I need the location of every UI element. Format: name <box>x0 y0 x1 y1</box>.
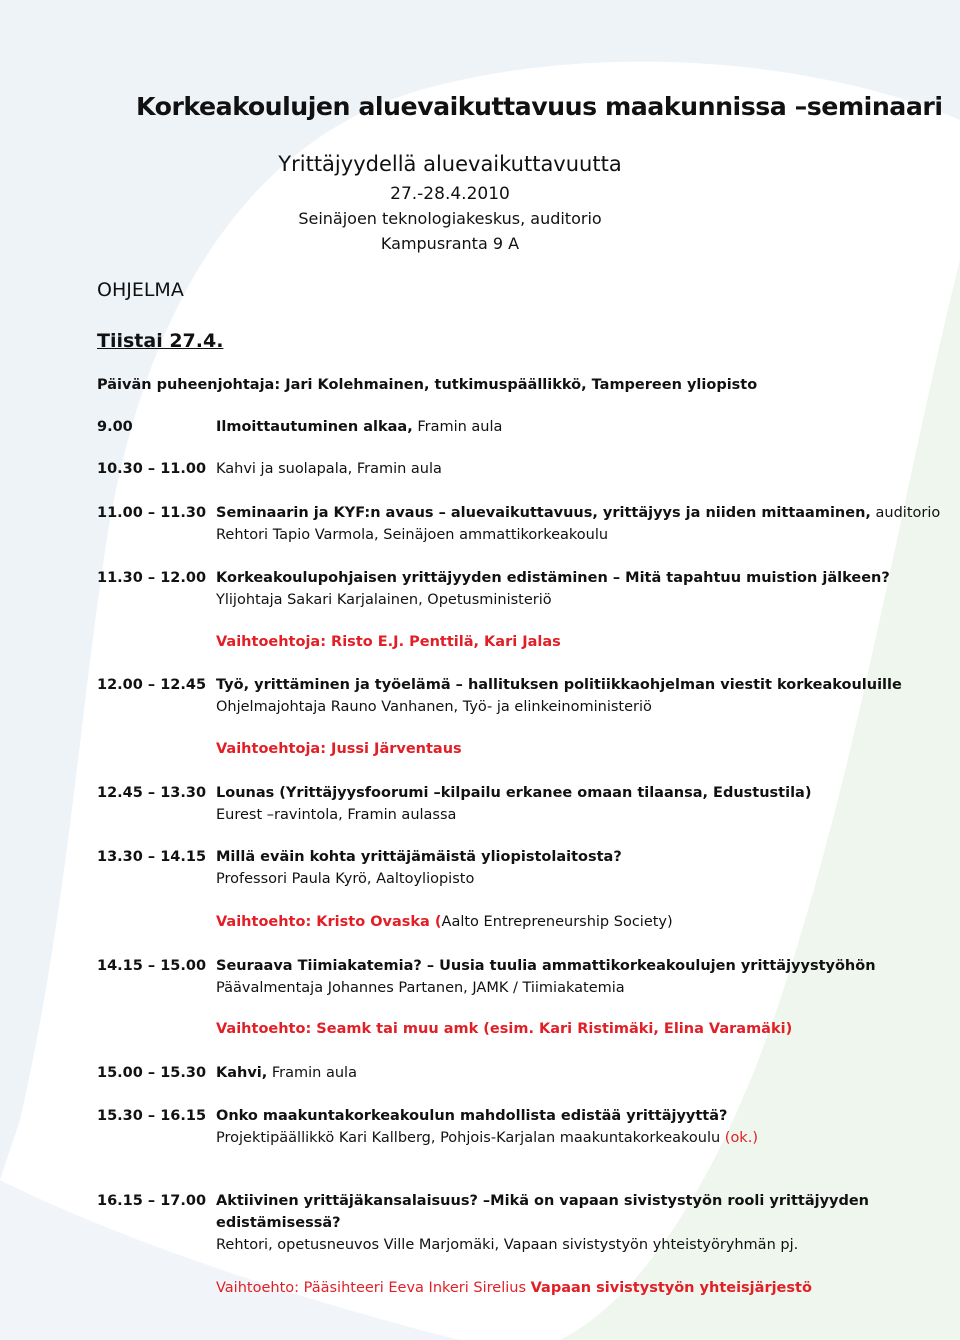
program-alternative: Vaihtoehtoja: Jussi Järventaus <box>216 741 462 757</box>
program-title: Korkeakoulupohjaisen yrittäjyyden edistäminen – Mitä tapahtuu muistion jälkeen? <box>216 570 890 586</box>
program-title: Aktiivinen yrittäjäkansalaisuus? –Mikä on vapaan sivistystyön rooli yrittäjyyden <box>216 1193 870 1209</box>
program-title-location: Framin aula <box>412 419 503 435</box>
program-title: Kahvi ja suolapala, Framin aula <box>216 461 442 477</box>
program-title-location: auditorio <box>870 505 941 521</box>
event-dates: 27.-28.4.2010 <box>390 184 510 204</box>
program-title: Seuraava Tiimiakatemia? – Uusia tuulia ammattikorkeakoulujen yrittäjyystyöhön <box>216 958 876 974</box>
program-title-bold: Kahvi, <box>216 1065 268 1081</box>
program-time: 10.30 – 11.00 <box>97 461 207 477</box>
program-alternative <box>216 914 673 930</box>
program-time: 11.30 – 12.00 <box>97 570 207 586</box>
program-time: 16.15 – 17.00 <box>97 1193 207 1209</box>
program-speaker: Rehtori, opetusneuvos Ville Marjomäki, Vapaan sivistystyön yhteistyöryhmän pj. <box>216 1237 799 1253</box>
program-time: 14.15 – 15.00 <box>97 958 207 974</box>
program-speaker: Ylijohtaja Sakari Karjalainen, Opetusministeriö <box>216 592 552 608</box>
program-title <box>216 505 940 521</box>
program-title: Työ, yrittäminen ja työelämä – hallituksen politiikkaohjelman viestit korkeakouluille <box>216 677 902 693</box>
program-speaker: Rehtori Tapio Varmola, Seinäjoen ammattikorkeakoulu <box>216 527 609 543</box>
program-alternative-bold: Vapaan sivistystyön yhteisjärjestö <box>530 1280 812 1296</box>
program-title: Lounas (Yrittäjyysfoorumi –kilpailu erkanee omaan tilaansa, Edustustila) <box>216 785 812 801</box>
day-chair: Päivän puheenjohtaja: Jari Kolehmainen, tutkimuspäällikkö, Tampereen yliopisto <box>97 377 758 393</box>
section-label: OHJELMA <box>97 279 184 301</box>
program-alternative: Vaihtoehto: Seamk tai muu amk (esim. Kari Ristimäki, Elina Varamäki) <box>216 1021 793 1037</box>
program-title-bold: Seminaarin ja KYF:n avaus – aluevaikuttavuus, yrittäjyys ja niiden mittaaminen, <box>216 505 871 521</box>
program-speaker-name: Projektipäällikkö Kari Kallberg, Pohjois-Karjalan maakuntakorkeakoulu <box>216 1130 721 1146</box>
program-time: 12.00 – 12.45 <box>97 677 207 693</box>
program-time: 15.00 – 15.30 <box>97 1065 207 1081</box>
program-speaker: Päävalmentaja Johannes Partanen, JAMK / Tiimiakatemia <box>216 980 625 996</box>
program-title <box>216 1065 357 1081</box>
program-time: 9.00 <box>97 419 133 435</box>
program-time: 15.30 – 16.15 <box>97 1108 207 1124</box>
program-speaker: Professori Paula Kyrö, Aaltoyliopisto <box>216 871 475 887</box>
program-alternative: Vaihtoehtoja: Risto E.J. Penttilä, Kari Jalas <box>216 634 561 650</box>
program-title-bold: Ilmoittautuminen alkaa, <box>216 419 413 435</box>
program-title-continuation: edistämisessä? <box>216 1215 341 1231</box>
day-heading: Tiistai 27.4. <box>97 330 224 352</box>
program-title <box>216 419 502 435</box>
event-venue: Seinäjoen teknologiakeskus, auditorio <box>298 209 602 228</box>
program-speaker-note: (ok.) <box>720 1130 758 1146</box>
program-title-location: Framin aula <box>267 1065 357 1081</box>
event-address: Kampusranta 9 A <box>380 234 520 253</box>
program-alternative <box>216 1280 812 1296</box>
program-speaker: Ohjelmajohtaja Rauno Vanhanen, Työ- ja elinkeinoministeriö <box>216 699 652 715</box>
program-time: 13.30 – 14.15 <box>97 849 207 865</box>
program-title: Onko maakuntakorkeakoulun mahdollista edistää yrittäjyyttä? <box>216 1108 728 1124</box>
program-speaker: Eurest –ravintola, Framin aulassa <box>216 807 457 823</box>
document-title: Korkeakoulujen aluevaikuttavuus maakunnissa –seminaari <box>136 92 943 121</box>
program-alternative-plain: Vaihtoehto: Pääsihteeri Eeva Inkeri Sirelius <box>216 1280 531 1296</box>
document-subtitle: Yrittäjyydellä aluevaikuttavuutta <box>278 152 622 176</box>
program-time: 12.45 – 13.30 <box>97 785 207 801</box>
program-title: Millä eväin kohta yrittäjämäistä yliopistolaitosta? <box>216 849 622 865</box>
program-alternative-rest: Aalto Entrepreneurship Society) <box>441 914 673 930</box>
program-alternative-red: Vaihtoehto: Kristo Ovaska ( <box>216 914 442 930</box>
program-time: 11.00 – 11.30 <box>97 505 207 521</box>
program-speaker <box>216 1130 758 1146</box>
